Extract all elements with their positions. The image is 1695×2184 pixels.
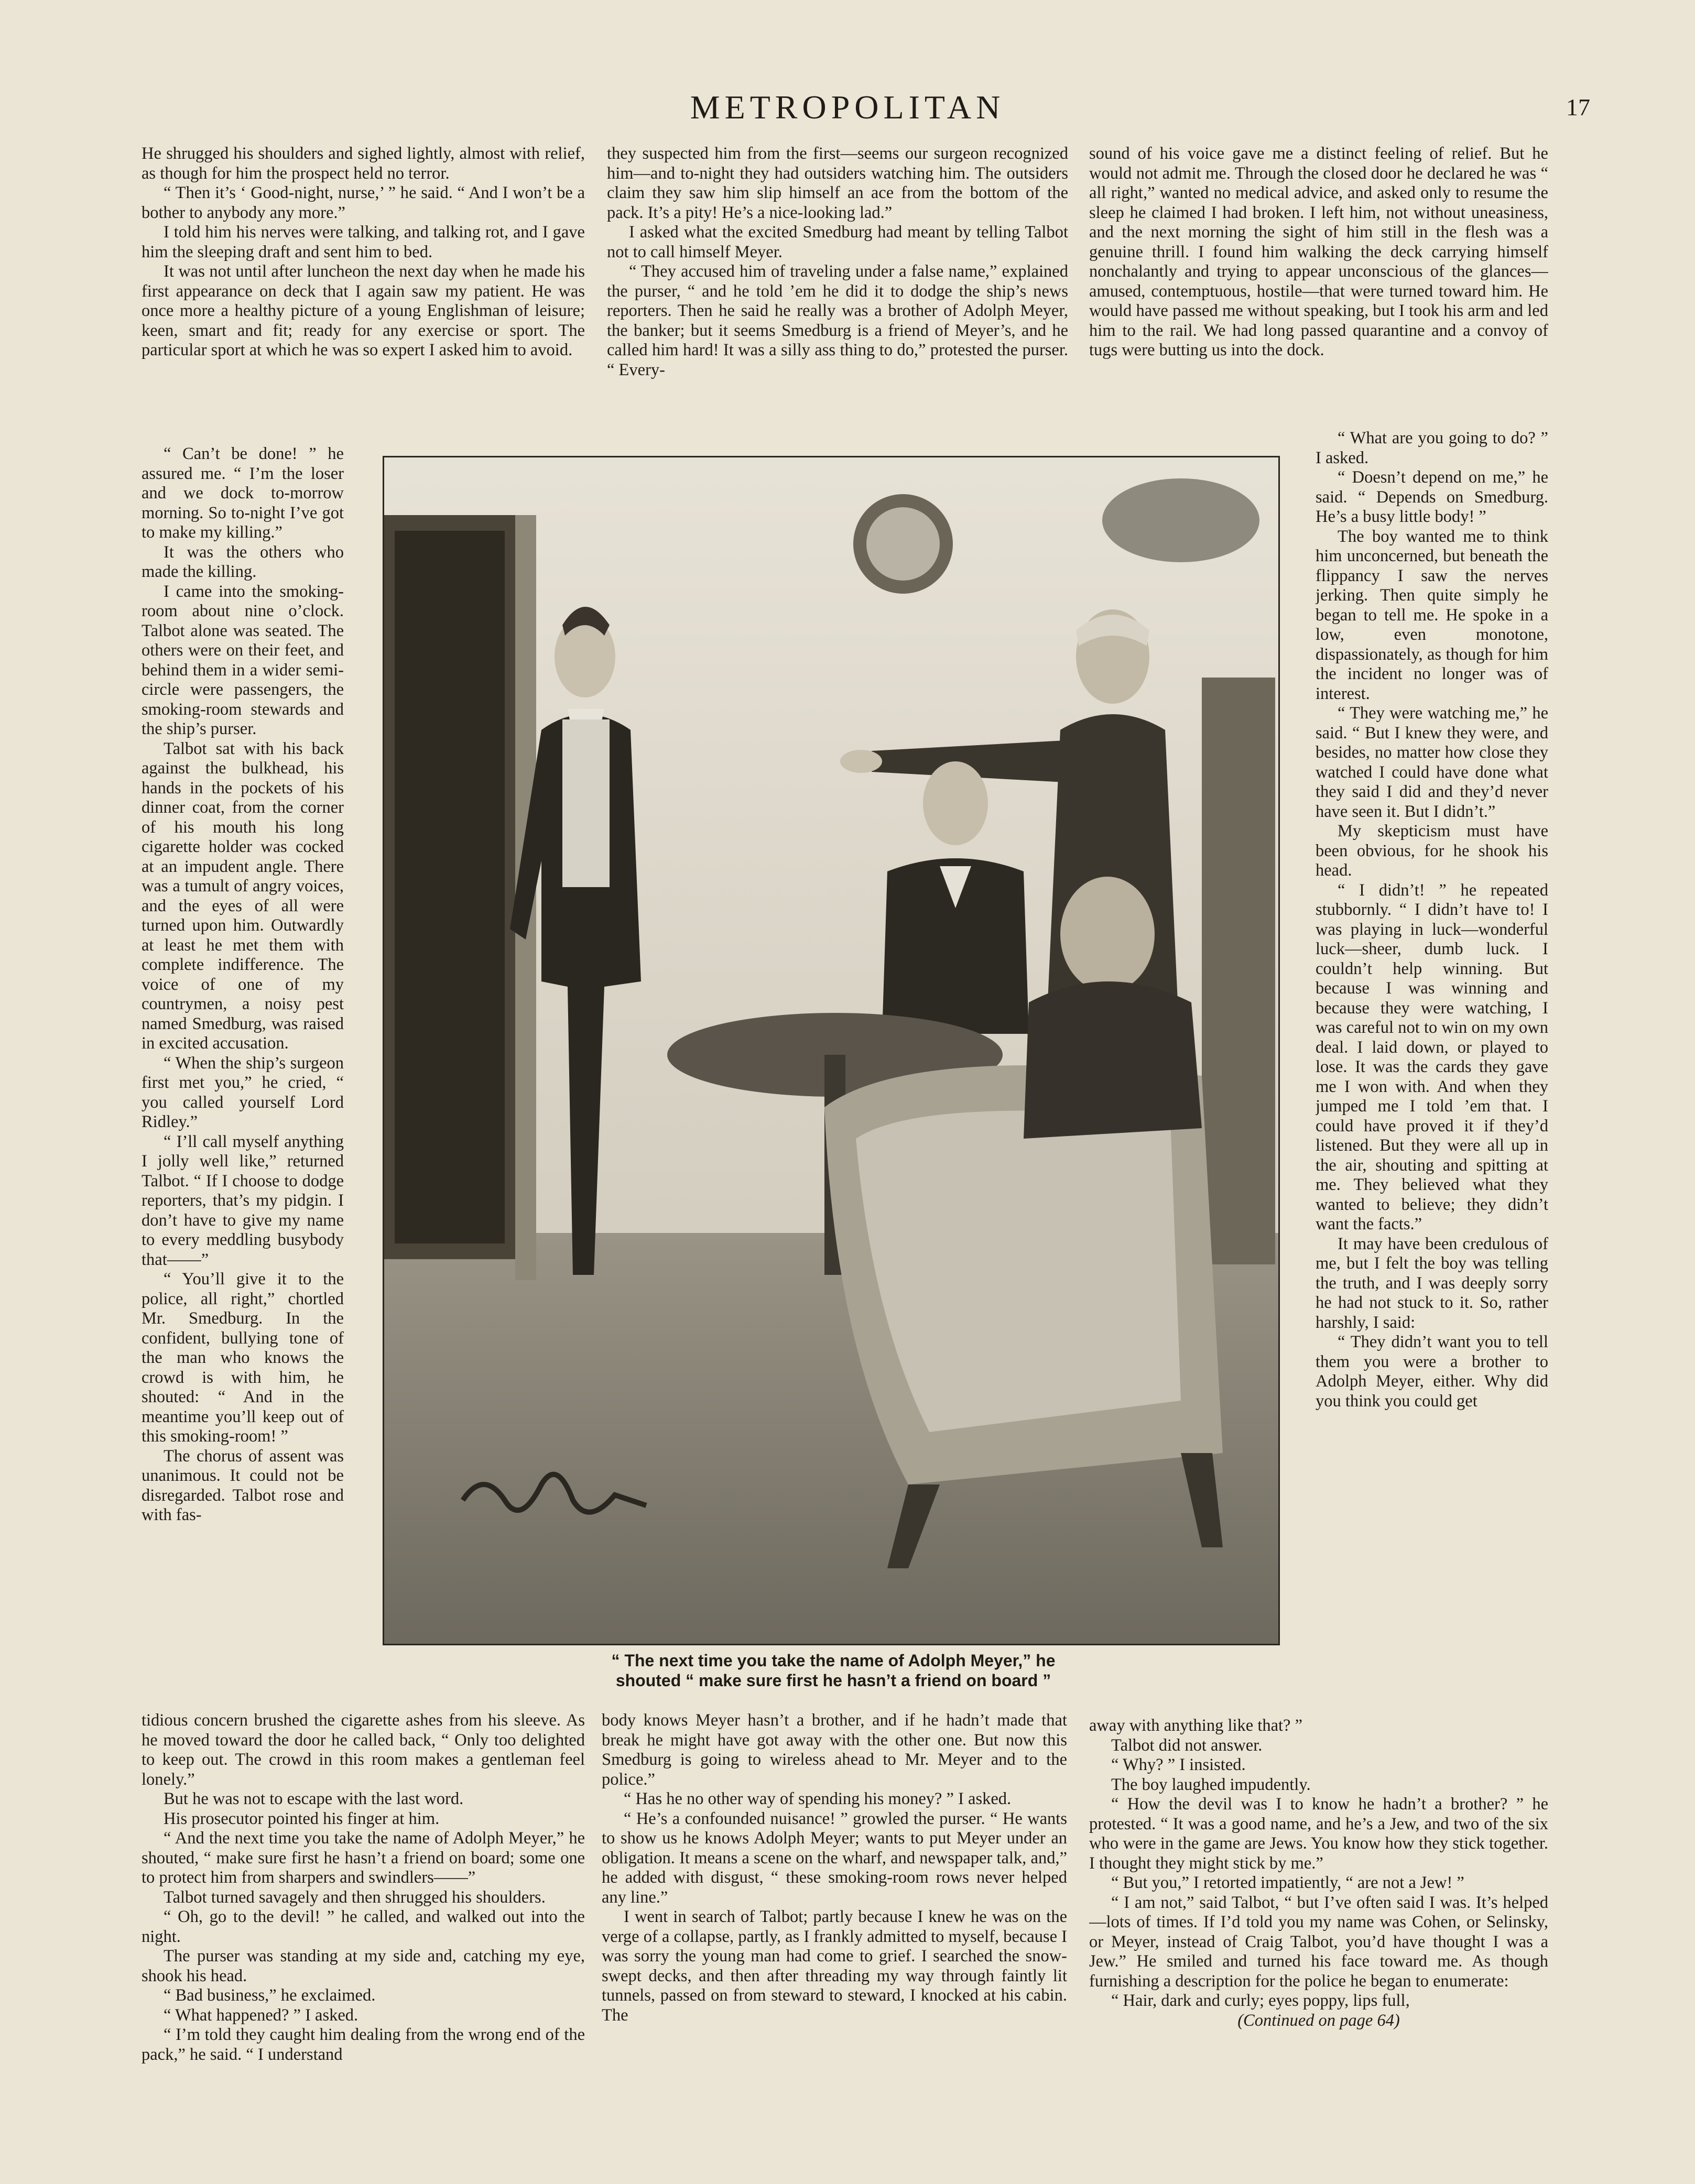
wall-lamp [1102,478,1259,562]
column-3-bottom [1089,1716,1548,2141]
paragraph: My skepticism must have been obvious, for he shook his head. [1316,822,1548,880]
paragraph: “ Bad business,” he exclaimed. [164,1986,376,2005]
column-3-top [1089,144,1548,427]
paragraph: “ Why? ” I insisted. [1111,1755,1246,1774]
paragraph: “ They were watching me,” he said. “ But I knew they were, and besides, no matter how close they watched I could have done what they said I did and they’d never have seen it. But I didn’t.” [1316,704,1548,821]
paragraph: “ You’ll give it to the police, all right,” chortled Mr. Smedburg. In the confident, bullying tone of the man who knows the crowd is with him, he shouted: “ And in the meantime you’ll keep out of this smoking-room! ” [142,1270,344,1446]
paragraph: “ He’s a confounded nuisance! ” growled the purser. “ He wants to show us he knows Adolph Meyer; wants to put Meyer under an obligation. It means a scene on the wharf, and newspaper talk, and,” he added with disgust, “ these smoking-room rows never helped any line.” [602,1809,1067,1907]
paragraph: “ What are you going to do? ” I asked. [1316,429,1548,467]
paragraph: I went in search of Talbot; partly because I knew he was on the verge of a collapse, partly, as I frankly admitted to myself, because I was sorry the young man had come to grief. I searched the snow-swept decks, and then after threading my way through faintly lit tunnels, passed on from steward to steward, I knocked at his cabin. The [602,1907,1067,2025]
paragraph: “ I am not,” said Talbot, “ but I’ve often said I was. It’s helped—lots of times. If I’d told you my name was Cohen, or Selinsky, or Meyer, instead of Craig Talbot, you’d have thought I was a Jew.” He smiled and turned his face toward me. As though furnishing a description for the police he began to enumerate: [1089,1893,1548,1991]
paragraph: Talbot turned savagely and then shrugged his shoulders. [164,1887,546,1907]
paragraph: Talbot did not answer. [1111,1735,1263,1755]
paragraph: I told him his nerves were talking, and talking rot, and I gave him the sleeping draft and sent him to bed. [142,223,585,261]
paragraph: they suspected him from the first—seems our surgeon recognized him—and to-night they had outsiders watching him. The outsiders claim they saw him slip himself an ace from the bottom of the pack. It’s a pity! He’s a nice-looking lad.” [607,144,1068,222]
paragraph: “ When the ship’s surgeon first met you,” he cried, “ you called yourself Lord Ridley.” [142,1053,344,1131]
paragraph: “ They didn’t want you to tell them you were a brother to Adolph Meyer, either. Why did you think you could get [1316,1333,1548,1411]
column-2-bottom [602,1711,1067,2120]
paragraph: “ And the next time you take the name of Adolph Meyer,” he shouted, “ make sure first he hasn’t a friend on board; some one to protect him from sharpers and swindlers——” [142,1829,585,1887]
paragraph: “ Can’t be done! ” he assured me. “ I’m the loser and we dock to-morrow morning. So to-night I’ve got to make my killing.” [142,444,344,542]
paragraph: “ What happened? ” I asked. [164,2005,358,2025]
paragraph: Talbot sat with his back against the bulkhead, his hands in the pockets of his dinner coat, from the corner of his mouth his long cigarette holder was cocked at an impudent angle. There was a tumult of angry voices, and the eyes of all were turned upon him. Outwardly at least he met them with complete indifference. The voice of one of my countrymen, a noisy pest named Smedburg, was raised in excited accusation. [142,739,344,1053]
paragraph: “ Doesn’t depend on me,” he said. “ Depends on Smedburg. He’s a busy little body! ” [1316,468,1548,526]
paragraph: tidious concern brushed the cigarette ashes from his sleeve. As he moved toward the door he called back, “ Only too delighted to keep out. The crowd in this room makes a gentleman feel lonely.” [142,1711,585,1789]
paragraph: The boy laughed impudently. [1111,1775,1311,1794]
paragraph: It was the others who made the killing. [142,542,344,581]
paragraph: “ Oh, go to the devil! ” he called, and walked out into the night. [142,1907,585,1946]
paragraph: body knows Meyer hasn’t a brother, and if he hadn’t made that break he might have got away with the other one. But now this Smedburg is going to wireless ahead to Mr. Meyer and to the police.” [602,1711,1067,1789]
paragraph: His prosecutor pointed his finger at him. [164,1809,440,1828]
continued-note: (Continued on page 64) [1237,2011,1400,2030]
paragraph: But he was not to escape with the last word. [164,1789,464,1808]
caption-line: shouted “ make sure first he hasn’t a friend on board ” [615,1671,1051,1690]
page-number: 17 [1566,94,1590,121]
masthead: METROPOLITAN [690,89,1005,126]
column-2-top [607,144,1068,443]
paragraph: I came into the smoking-room about nine o’clock. Talbot alone was seated. The others were on their feet, and behind them in a wider semi-circle were passengers, the smoking-room stewards and the ship’s purser. [142,582,344,738]
column-1-narrow [142,444,344,1698]
paragraph: I asked what the excited Smedburg had meant by telling Talbot not to call himself Meyer. [607,223,1068,261]
paragraph: “ They accused him of traveling under a false name,” explained the purser, “ and he told ’em he did it to dodge the ship’s news reporters. Then he said he really was a brother of Adolph Meyer, the banker; but it seems Smedburg is a friend of Meyer’s, and he called him hard! It was a silly ass thing to do,” protested the purser. “ Every- [607,262,1068,379]
paragraph: “ Hair, dark and curly; eyes poppy, lips full, [1111,1991,1410,2010]
paragraph: “ I’m told they caught him dealing from the wrong end of the pack,” he said. “ I understand [142,2025,585,2064]
paragraph: “ But you,” I retorted impatiently, “ are not a Jew! ” [1111,1873,1464,1892]
paragraph: “ I’ll call myself anything I jolly well like,” returned Talbot. “ If I choose to dodge reporters, that’s my pidgin. I don’t have to give my name to every meddling busybody that——” [142,1132,344,1269]
paragraph: The chorus of assent was unanimous. It could not be disregarded. Talbot rose and with fas- [142,1446,344,1524]
illustration-drawing [384,457,1278,1644]
paragraph: The boy wanted me to think him unconcerned, but beneath the flippancy I saw the nerves jerking. Then quite simply he began to tell me. He spoke in a low, even monotone, dispassionately, as though for him the incident no longer was of interest. [1316,527,1548,703]
paragraph: “ Has he no other way of spending his money? ” I asked. [624,1789,1012,1808]
paragraph: sound of his voice gave me a distinct feeling of relief. But he would not admit me. Through the closed door he declared he was “ all right,” wanted no medical advice, and asked only to resume the sleep he claimed I had broken. I left him, not without uneasiness, and the next morning the sight of him still in the flesh was a genuine thrill. I found him walking the deck carrying himself nonchalantly and trying to appear unconscious of the glances—amused, contemptuous, hostile—that were turned toward him. He would have passed me without speaking, but I took his arm and led him to the rail. We had long passed quarantine and a convoy of tugs were butting us into the dock. [1089,144,1548,359]
caption-line: “ The next time you take the name of Adolph Meyer,” he [611,1651,1056,1670]
column-3-narrow [1316,429,1548,1724]
paragraph: “ I didn’t! ” he repeated stubbornly. “ I didn’t have to! I was playing in luck—wonderful luck—sheer, dumb luck. I couldn’t help winning. But because I was winning and because they were watching, I was careful not to win on my own deal. I laid down, or played to lose. It was the cards they gave me I won with. And when they jumped me I told ’em that. I could have proved it if they’d listened. But they were all up in the air, shouting and spitting at me. They believed what they wanted to believe; they didn’t want the facts.” [1316,880,1548,1233]
paragraph: He shrugged his shoulders and sighed lightly, almost with relief, as though for him the prospect held no terror. [142,144,585,183]
column-1-bottom [142,1711,585,2120]
column-1-top [142,144,585,443]
paragraph: It may have been credulous of me, but I felt the boy was telling the truth, and I was deeply sorry he had not stuck to it. So, rather harshly, I said: [1316,1234,1548,1332]
illustration [383,456,1280,1645]
illustration-caption [566,1651,1101,1690]
paragraph: The purser was standing at my side and, catching my eye, shook his head. [142,1947,585,1985]
paragraph: It was not until after luncheon the next day when he made his first appearance on deck that I again saw my patient. He was once more a healthy picture of a young Englishman of leisure; keen, smart and fit; ready for any exercise or sport. The particular sport at which he was so expert I asked him to avoid. [142,262,585,359]
paragraph: away with anything like that? ” [1089,1716,1303,1735]
paragraph: “ Then it’s ‘ Good-night, nurse,’ ” he said. “ And I won’t be a bother to anybody any more.” [142,183,585,222]
paragraph: “ How the devil was I to know he hadn’t a brother? ” he protested. “ It was a good name, and he’s a Jew, and two of the six who were in the game are Jews. You know how they stick together. I thought they might stick by me.” [1089,1795,1548,1873]
